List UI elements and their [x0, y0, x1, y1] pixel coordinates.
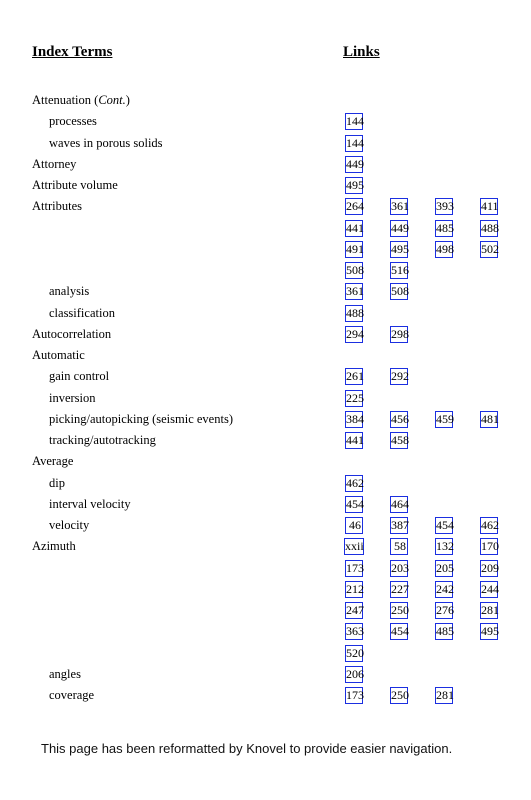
- page-link[interactable]: 387: [391, 518, 409, 532]
- page-link[interactable]: 281: [436, 688, 454, 702]
- page-link[interactable]: 281: [481, 603, 499, 617]
- page-link[interactable]: 508: [391, 284, 409, 299]
- page-link[interactable]: 495: [481, 624, 499, 639]
- page-link[interactable]: 441: [346, 220, 364, 235]
- page-link[interactable]: 495: [391, 241, 409, 256]
- index-subterm: waves in porous solids: [49, 135, 163, 150]
- index-entry-row: [0, 157, 531, 178]
- index-subterm: analysis: [49, 284, 90, 299]
- page-link[interactable]: 46: [345, 517, 363, 534]
- page-link[interactable]: 292: [391, 369, 409, 384]
- index-subterm: coverage: [49, 688, 95, 702]
- index-entry-row: [0, 242, 531, 263]
- index-subterm: gain control: [49, 369, 110, 384]
- index-subterm: processes: [49, 114, 97, 129]
- page-link[interactable]: 361: [391, 199, 409, 214]
- page-link[interactable]: 294: [346, 326, 364, 341]
- index-subterm: inversion: [49, 390, 96, 405]
- index-entry-row: [0, 199, 531, 220]
- page-link[interactable]: 454: [346, 496, 364, 511]
- page-link[interactable]: 242: [436, 581, 454, 596]
- page-link[interactable]: 502: [481, 241, 499, 256]
- index-entry-row: [0, 93, 531, 114]
- page-link[interactable]: 261: [346, 369, 364, 384]
- footer-note: This page has been reformatted by Knovel to provide easier navigation.: [41, 741, 453, 756]
- index-entry-row: [0, 369, 531, 390]
- page-link[interactable]: 462: [346, 475, 364, 490]
- index-entry-row: [0, 263, 531, 284]
- index-entry-row: [0, 667, 531, 688]
- index-term: Autocorrelation: [32, 326, 112, 341]
- index-entry-row: [0, 582, 531, 603]
- page-link[interactable]: 449: [391, 220, 409, 235]
- page-link[interactable]: 458: [391, 433, 409, 447]
- page-link[interactable]: 203: [391, 560, 409, 575]
- index-term: Attribute volume: [32, 178, 118, 192]
- page-link[interactable]: 454: [391, 624, 409, 639]
- index-entry-row: [0, 433, 531, 454]
- page-link[interactable]: 520: [346, 645, 364, 660]
- index-term: Automatic: [32, 348, 85, 362]
- page-link[interactable]: 454: [436, 518, 454, 532]
- page-link[interactable]: 384: [346, 411, 364, 426]
- page-link[interactable]: 411: [481, 199, 499, 214]
- index-term: Attributes: [32, 199, 82, 214]
- page-link[interactable]: 209: [481, 560, 499, 575]
- page-link[interactable]: 441: [346, 433, 364, 447]
- index-subterm: interval velocity: [49, 496, 131, 511]
- index-entry-row: [0, 284, 531, 305]
- index-entry-row: [0, 454, 531, 475]
- page-link[interactable]: 247: [346, 603, 364, 617]
- page-link[interactable]: 276: [436, 603, 454, 617]
- page-link[interactable]: 481: [481, 411, 499, 426]
- index-subterm: angles: [49, 666, 81, 681]
- page-link[interactable]: 508: [346, 263, 364, 277]
- index-entry-row: [0, 114, 531, 135]
- index-entry-row: [0, 221, 531, 242]
- page-link[interactable]: 516: [391, 263, 409, 277]
- index-entry-row: [0, 391, 531, 412]
- page-link[interactable]: 488: [481, 220, 499, 235]
- index-entry-row: [0, 327, 531, 348]
- index-entry-row: [0, 518, 531, 539]
- index-term: Azimuth: [32, 539, 76, 554]
- index-entry-row: [0, 497, 531, 518]
- page-link[interactable]: 498: [436, 241, 454, 256]
- page-link[interactable]: 212: [346, 581, 364, 596]
- page-link[interactable]: 250: [391, 688, 409, 702]
- index-subterm: tracking/autotracking: [49, 433, 156, 447]
- page-link[interactable]: 462: [481, 518, 499, 532]
- page-link[interactable]: 58: [390, 538, 408, 555]
- page-link[interactable]: 227: [391, 581, 409, 596]
- index-entry-row: [0, 306, 531, 327]
- index-subterm: picking/autopicking (seismic events): [49, 411, 233, 426]
- index-term: Attenuation (Cont.): [32, 93, 130, 107]
- page-link[interactable]: 250: [391, 603, 409, 617]
- page-link[interactable]: 456: [391, 411, 409, 426]
- index-entry-row: [0, 136, 531, 157]
- page-link[interactable]: 298: [391, 326, 409, 341]
- index-entry-row: [0, 348, 531, 369]
- index-entry-row: [0, 688, 531, 709]
- page-link[interactable]: 488: [346, 305, 364, 320]
- page-link[interactable]: 144: [346, 114, 364, 129]
- page-link[interactable]: 485: [436, 624, 454, 639]
- page-link[interactable]: 485: [436, 220, 454, 235]
- page-link[interactable]: 464: [391, 496, 409, 511]
- index-term: Average: [32, 454, 74, 469]
- page-link[interactable]: 206: [346, 666, 364, 681]
- page-link[interactable]: 173: [346, 688, 364, 702]
- page-link[interactable]: 393: [436, 199, 454, 214]
- page-link[interactable]: 361: [346, 284, 364, 299]
- index-entry-row: [0, 561, 531, 582]
- index-subterm: classification: [49, 305, 115, 320]
- page-link[interactable]: 459: [436, 411, 454, 426]
- index-entry-row: [0, 624, 531, 645]
- index-entry-row: [0, 539, 531, 560]
- index-subterm: velocity: [49, 518, 90, 532]
- page-link[interactable]: 132: [436, 539, 454, 554]
- index-entry-row: [0, 178, 531, 199]
- page-link[interactable]: 170: [481, 539, 499, 554]
- page-link[interactable]: 449: [346, 156, 364, 171]
- index-subterm: dip: [49, 475, 65, 490]
- index-entry-row: [0, 412, 531, 433]
- page-link[interactable]: 264: [346, 199, 364, 214]
- index-entry-row: [0, 646, 531, 667]
- page-link[interactable]: 144: [346, 135, 364, 150]
- page-link[interactable]: 363: [346, 624, 364, 639]
- page-link[interactable]: 205: [436, 560, 454, 575]
- page-link[interactable]: 495: [346, 178, 364, 192]
- index-terms-heading: Index Terms: [32, 44, 113, 60]
- index-entry-row: [0, 476, 531, 497]
- index-entry-row: [0, 603, 531, 624]
- page-link[interactable]: 225: [346, 390, 364, 405]
- page-link[interactable]: 173: [346, 560, 364, 575]
- page-link[interactable]: xxii: [345, 539, 364, 554]
- page-link[interactable]: 491: [346, 241, 364, 256]
- index-term: Attorney: [32, 156, 77, 171]
- links-heading: Links: [343, 44, 380, 60]
- page-link[interactable]: 244: [481, 581, 499, 596]
